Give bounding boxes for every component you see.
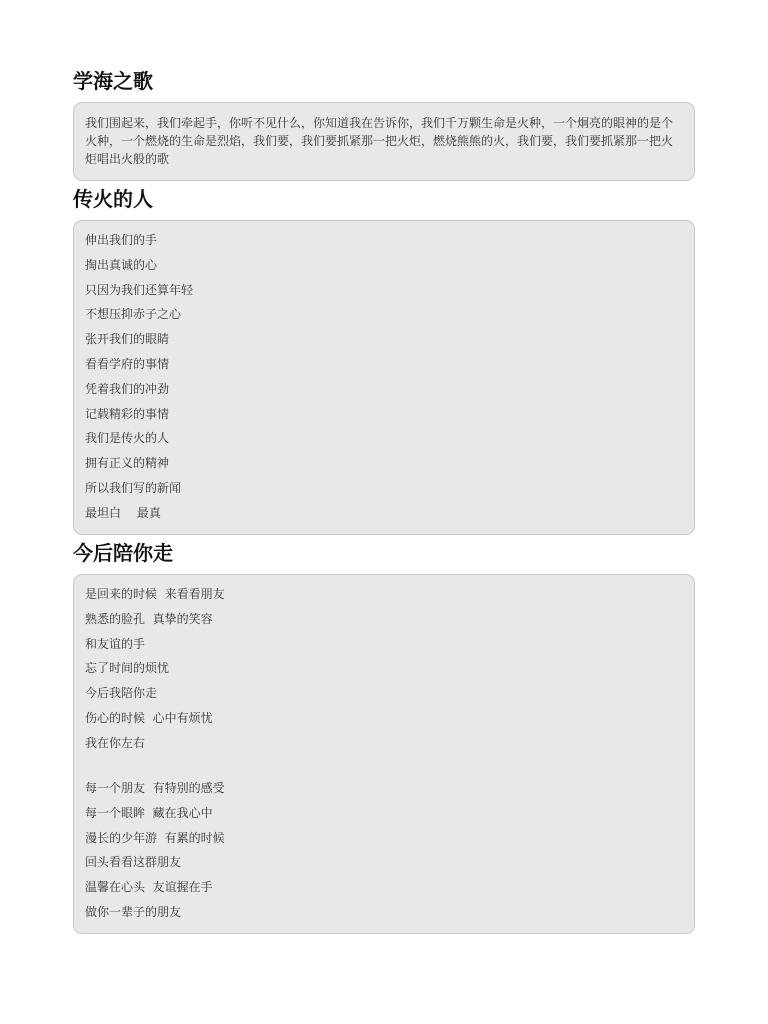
lyric-line: 凭着我们的冲劲: [85, 381, 170, 396]
lyric-line: 我们是传火的人: [85, 431, 170, 446]
lyric-line: 不想压抑赤子之心: [85, 307, 182, 322]
lyric-line: 是回来的时候 来看看朋友: [85, 587, 225, 601]
lyric-line: 熟悉的脸孔 真挚的笑容: [85, 611, 213, 626]
lyrics-card-xuehai: [73, 102, 695, 181]
lyric-line: 所以我们写的新闻: [85, 480, 182, 495]
lyric-line: 回头看看这群朋友: [85, 855, 182, 870]
section-title-jinhou: 今后陪你走: [73, 541, 173, 565]
lyrics-card-jinhou: [73, 574, 695, 934]
lyric-line: 和友谊的手: [85, 636, 146, 651]
lyric-line: 看看学府的事情: [85, 356, 170, 371]
lyric-line: 我在你左右: [85, 735, 146, 750]
lyric-line: 漫长的少年游 有累的时候: [85, 830, 225, 845]
lyric-line: 做你一辈子的朋友: [85, 905, 182, 920]
section-title-chuanhuo: 传火的人: [73, 187, 153, 211]
lyric-line: 温馨在心头 友谊握在手: [85, 880, 213, 895]
lyric-line: 只因为我们还算年轻: [85, 282, 194, 297]
lyric-line: 拥有正义的精神: [85, 456, 170, 471]
lyrics-card-chuanhuo: [73, 220, 695, 535]
section-title-xuehai: 学海之歌: [73, 69, 153, 93]
lyric-line: 今后我陪你走: [85, 686, 158, 701]
lyric-line: 伤心的时候 心中有烦忧: [85, 710, 213, 725]
lyrics-paragraph: 我们围起来，我们牵起手，你听不见什么，你知道我在告诉你，我们千万颗生命是火种，一个炯亮的眼神的是个火种，一个燃烧的生命是烈焰，我们要，我们要抓紧那一把火炬，燃烧熊熊的火，我们要，我们要抓紧那一把火炬唱出火般的歌: [85, 116, 674, 166]
lyric-line: 伸出我们的手: [85, 233, 158, 247]
lyric-line: 张开我们的眼睛: [85, 332, 170, 347]
stanza-break: [85, 756, 683, 777]
lyric-line: 掏出真诚的心: [85, 257, 158, 272]
lyric-line: 记载精彩的事情: [85, 406, 170, 421]
lyric-line: 每一个眼眸 藏在我心中: [85, 805, 213, 820]
lyric-line: 最坦白 最真: [85, 505, 161, 520]
lyric-line: 每一个朋友 有特别的感受: [85, 781, 225, 796]
lyric-line: 忘了时间的烦忧: [85, 661, 170, 676]
